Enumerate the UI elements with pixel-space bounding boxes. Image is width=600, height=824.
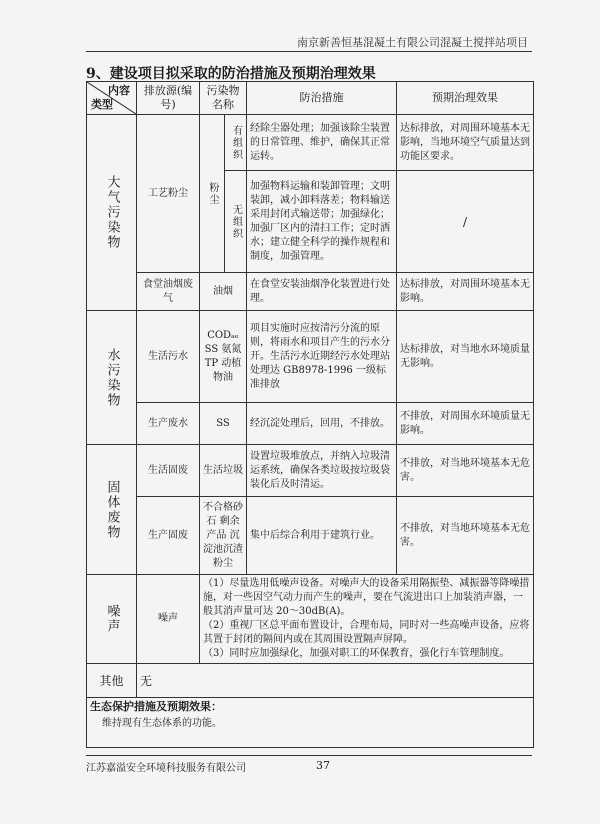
air-organized-effect: 达标排放，对周围环境基本无影响，当地环境空气质量达到功能区要求。 xyxy=(397,115,534,171)
air-dust-source: 工艺粉尘 xyxy=(137,115,200,273)
table-row xyxy=(87,664,534,698)
category-solid: 固体废物 xyxy=(87,445,137,575)
table-row xyxy=(87,698,534,748)
noise-measures xyxy=(200,575,534,664)
category-other: 其他 xyxy=(87,664,137,698)
table-row xyxy=(87,311,534,403)
corner-header xyxy=(87,82,137,115)
table-row xyxy=(87,497,534,575)
water-production-measures: 经沉淀处理后，回用，不排放。 xyxy=(247,403,397,445)
category-noise: 噪声 xyxy=(87,575,137,664)
solid-production-measures: 集中后综合利用于建筑行业。 xyxy=(247,497,397,575)
noise-measure-1: （1）尽量选用低噪声设备。对噪声大的设备采用隔振垫、减振器等降噪措施，对一些因空气动力而产生的噪声，要在气流进出口上加装消声器，一般其消声量可达 20～30dB(A)。 xyxy=(203,578,530,617)
section-title: 9、建设项目拟采取的防治措施及预期治理效果 xyxy=(86,66,376,82)
air-oil-pollutant: 油烟 xyxy=(200,273,247,311)
water-production-source: 生产废水 xyxy=(137,403,200,445)
table-row xyxy=(87,575,534,664)
table-row xyxy=(87,115,534,171)
category-water: 水污染物 xyxy=(87,311,137,445)
noise-measure-3: （3）同时应加强绿化，加强对职工的环保教育，强化行车管理制度。 xyxy=(203,648,510,659)
air-oil-effect: 达标排放，对周围环境基本无影响。 xyxy=(397,273,534,311)
air-dust-pollutant: 粉尘 xyxy=(200,115,225,273)
solid-domestic-effect: 不排放，对当地环境基本无危害。 xyxy=(397,445,534,497)
water-production-pollutant: SS xyxy=(200,403,247,445)
table-header-row xyxy=(87,82,534,115)
water-production-effect: 不排放，对周围水环境质量无影响。 xyxy=(397,403,534,445)
water-domestic-pollutant: CODₐₑ SS 氨氮 TP 动植物油 xyxy=(200,311,247,403)
category-air: 大气污染物 xyxy=(87,115,137,311)
header-source: 排放源(编号) xyxy=(137,82,200,115)
air-oil-source: 食堂油烟废气 xyxy=(137,273,200,311)
header-pollutant: 污染物名称 xyxy=(200,82,247,115)
air-unorganized-measures: 加强物料运输和装卸管理；文明装卸，减小卸料落差；物料输送采用封闭式输送带；加强绿化；加强厂区内的清扫工作；定时洒水；建立健全科学的操作规程和制度，加强管理。 xyxy=(247,171,397,273)
air-organized: 有组织 xyxy=(225,115,247,171)
page-number: 37 xyxy=(316,759,330,772)
eco-title: 生态保护措施及预期效果： xyxy=(90,700,222,713)
table-row xyxy=(87,403,534,445)
measures-table xyxy=(86,81,534,748)
header-project: 南京新善恒基混凝土有限公司混凝土搅拌站项目 xyxy=(297,36,528,49)
air-unorganized: 无组织 xyxy=(225,171,247,273)
header-effect: 预期治理效果 xyxy=(397,82,534,115)
water-domestic-measures: 项目实施时应按清污分流的原则，将雨水和项目产生的污水分开。生活污水近期经污水处理站处理达 GB8978-1996 一级标准排放 xyxy=(247,311,397,403)
water-domestic-source: 生活污水 xyxy=(137,311,200,403)
solid-domestic-source: 生活固废 xyxy=(137,445,200,497)
solid-production-effect: 不排放，对当地环境基本无危害。 xyxy=(397,497,534,575)
footer-company: 江苏嘉溢安全环境科技服务有限公司 xyxy=(86,763,246,774)
water-domestic-effect: 达标排放，对当地水环境质量无影响。 xyxy=(397,311,534,403)
air-organized-measures: 经除尘器处理；加强该除尘装置的日常管理、维护，确保其正常运转。 xyxy=(247,115,397,171)
other-value: 无 xyxy=(137,664,534,698)
table-row xyxy=(87,273,534,311)
solid-domestic-pollutant: 生活垃圾 xyxy=(200,445,247,497)
page-header xyxy=(86,33,532,52)
eco-section xyxy=(87,698,534,748)
header-measures: 防治措施 xyxy=(247,82,397,115)
solid-production-source: 生产固废 xyxy=(137,497,200,575)
eco-content: 维持现有生态体系的功能。 xyxy=(102,718,222,729)
table-row xyxy=(87,445,534,497)
noise-measure-2: （2）重视厂区总平面布置设计，合理布局，同时对一些高噪声设备，应将其置于封闭的隔间内或在其周围设置隔声屏障。 xyxy=(203,620,530,645)
solid-production-pollutant: 不合格砂石 剩余产品 沉淀池沉渣 粉尘 xyxy=(200,497,247,575)
air-oil-measures: 在食堂安装油烟净化装置进行处理。 xyxy=(247,273,397,311)
header-content: 内容 xyxy=(108,84,130,97)
air-unorganized-effect: / xyxy=(397,171,534,273)
noise-source: 噪声 xyxy=(137,575,200,664)
solid-domestic-measures: 设置垃圾堆放点，并纳入垃圾清运系统，确保各类垃圾按垃圾袋装化后及时清运。 xyxy=(247,445,397,497)
header-type: 类型 xyxy=(91,98,113,111)
page-footer xyxy=(86,755,532,774)
